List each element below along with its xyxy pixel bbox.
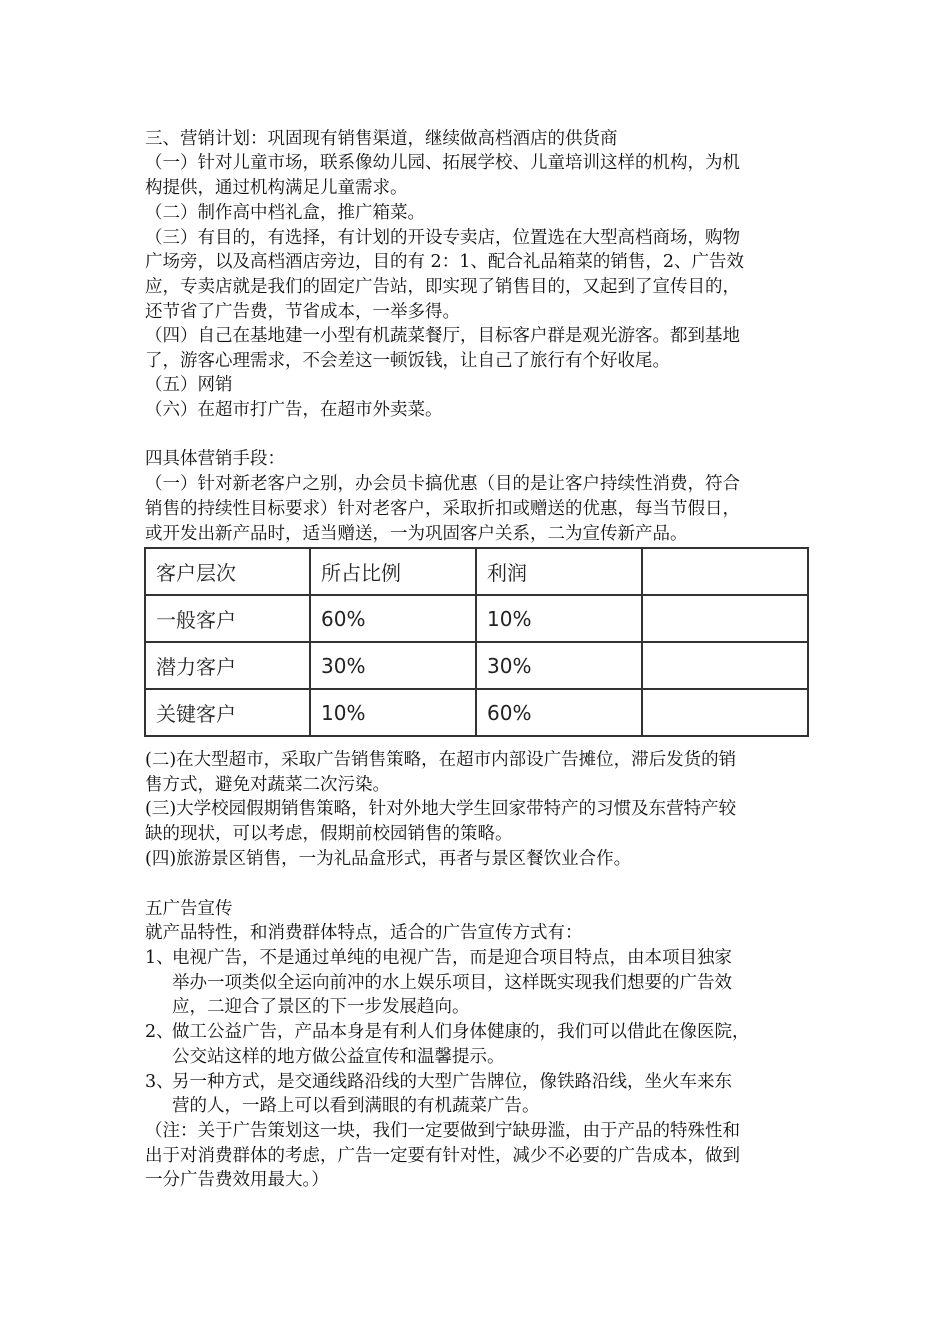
table-row xyxy=(145,689,808,736)
note-line: 出于对消费群体的考虑，广告一定要有针对性，减少不必要的广告成本，做到 xyxy=(145,1146,740,1166)
section4-after-line: (二)在大型超市，采取广告销售策略，在超市内部设广告摊位，滞后发货的销 xyxy=(145,750,737,770)
section3-line: （二）制作高中档礼盒，推广箱菜。 xyxy=(145,203,425,223)
section4-after-line: (三)大学校园假期销售策略，针对外地大学生回家带特产的习惯及东营特产较 xyxy=(145,799,737,819)
section3-line: 还节省了广告费，节省成本，一举多得。 xyxy=(145,302,460,322)
list-item-line: 公交站这样的地方做公益宣传和温馨提示。 xyxy=(172,1047,505,1067)
table-cell xyxy=(642,595,808,642)
table-cell: 30% xyxy=(310,642,476,689)
list-item-line: 电视广告，不是通过单纯的电视广告，而是迎合项目特点，由本项目独家 xyxy=(172,948,732,968)
table-cell xyxy=(642,642,808,689)
table-row xyxy=(145,595,808,642)
section3-line: 应，专卖店就是我们的固定广告站，即实现了销售目的，又起到了宣传目的， xyxy=(145,277,740,297)
customer-tier-table xyxy=(144,547,809,737)
section4-title: 四具体营销手段： xyxy=(145,449,285,469)
section3-line: 了，游客心理需求，不会差这一顿饭钱，让自己了旅行有个好收尾。 xyxy=(145,351,670,371)
note-line: （注：关于广告策划这一块，我们一定要做到宁缺毋滥，由于产品的特殊性和 xyxy=(145,1121,740,1141)
section3-title: 三、营销计划：巩固现有销售渠道，继续做高档酒店的供货商 xyxy=(145,129,618,149)
table-cell: 潜力客户 xyxy=(145,642,310,689)
list-item-line: 应，二迎合了景区的下一步发展趋向。 xyxy=(172,997,470,1017)
table-header-cell xyxy=(642,548,808,595)
section3-line: （三）有目的，有选择，有计划的开设专卖店，位置选在大型高档商场，购物 xyxy=(145,228,740,248)
list-number: 1、 xyxy=(145,948,174,968)
table-header-cell: 利润 xyxy=(476,548,642,595)
section4-intro-line: 销售的持续性目标要求）针对老客户，采取折扣或赠送的优惠，每当节假日， xyxy=(145,499,740,519)
section4-intro-line: 或开发出新产品时，适当赠送，一为巩固客户关系，二为宣传新产品。 xyxy=(145,524,688,544)
section4-after-line: 缺的现状，可以考虑，假期前校园销售的策略。 xyxy=(145,824,513,844)
list-item-line: 另一种方式，是交通线路沿线的大型广告牌位，像铁路沿线，坐火车来东 xyxy=(172,1072,732,1092)
table-cell: 10% xyxy=(476,595,642,642)
table-cell: 60% xyxy=(476,689,642,736)
table-row xyxy=(145,642,808,689)
table-cell: 一般客户 xyxy=(145,595,310,642)
section3-line: （四）自己在基地建一小型有机蔬菜餐厅，目标客户群是观光游客。都到基地 xyxy=(145,326,740,346)
section3-line: （六）在超市打广告，在超市外卖菜。 xyxy=(145,400,443,420)
table-header-row xyxy=(145,548,808,595)
section3-line: 构提供，通过机构满足儿童需求。 xyxy=(145,178,408,198)
table-header-cell: 所占比例 xyxy=(310,548,476,595)
table-header-cell: 客户层次 xyxy=(145,548,310,595)
list-number: 2、 xyxy=(145,1022,174,1042)
section3-line: （五）网销 xyxy=(145,375,233,395)
section4-after-line: (四)旅游景区销售，一为礼品盒形式，再者与景区餐饮业合作。 xyxy=(145,849,632,869)
list-item-line: 营的人，一路上可以看到满眼的有机蔬菜广告。 xyxy=(172,1096,540,1116)
list-item-line: 做工公益广告，产品本身是有利人们身体健康的，我们可以借此在像医院， xyxy=(172,1022,750,1042)
section5-intro: 就产品特性，和消费群体特点，适合的广告宣传方式有： xyxy=(145,923,583,943)
table-cell: 关键客户 xyxy=(145,689,310,736)
section3-line: （一）针对儿童市场，联系像幼儿园、拓展学校、儿童培训这样的机构，为机 xyxy=(145,153,740,173)
table-cell: 60% xyxy=(310,595,476,642)
list-number: 3、 xyxy=(145,1072,174,1092)
table-cell: 30% xyxy=(476,642,642,689)
list-item-line: 举办一项类似全运向前冲的水上娱乐项目，这样既实现我们想要的广告效 xyxy=(172,973,732,993)
table-cell xyxy=(642,689,808,736)
section4-after-line: 售方式，避免对蔬菜二次污染。 xyxy=(145,775,390,795)
note-line: 一分广告费效用最大。） xyxy=(145,1170,329,1190)
table-cell: 10% xyxy=(310,689,476,736)
section3-line: 广场旁，以及高档酒店旁边，目的有 2：1、配合礼品箱菜的销售，2、广告效 xyxy=(145,252,744,272)
section5-title: 五广告宣传 xyxy=(145,899,233,919)
section4-intro-line: （一）针对新老客户之别，办会员卡搞优惠（目的是让客户持续性消费，符合 xyxy=(145,474,740,494)
